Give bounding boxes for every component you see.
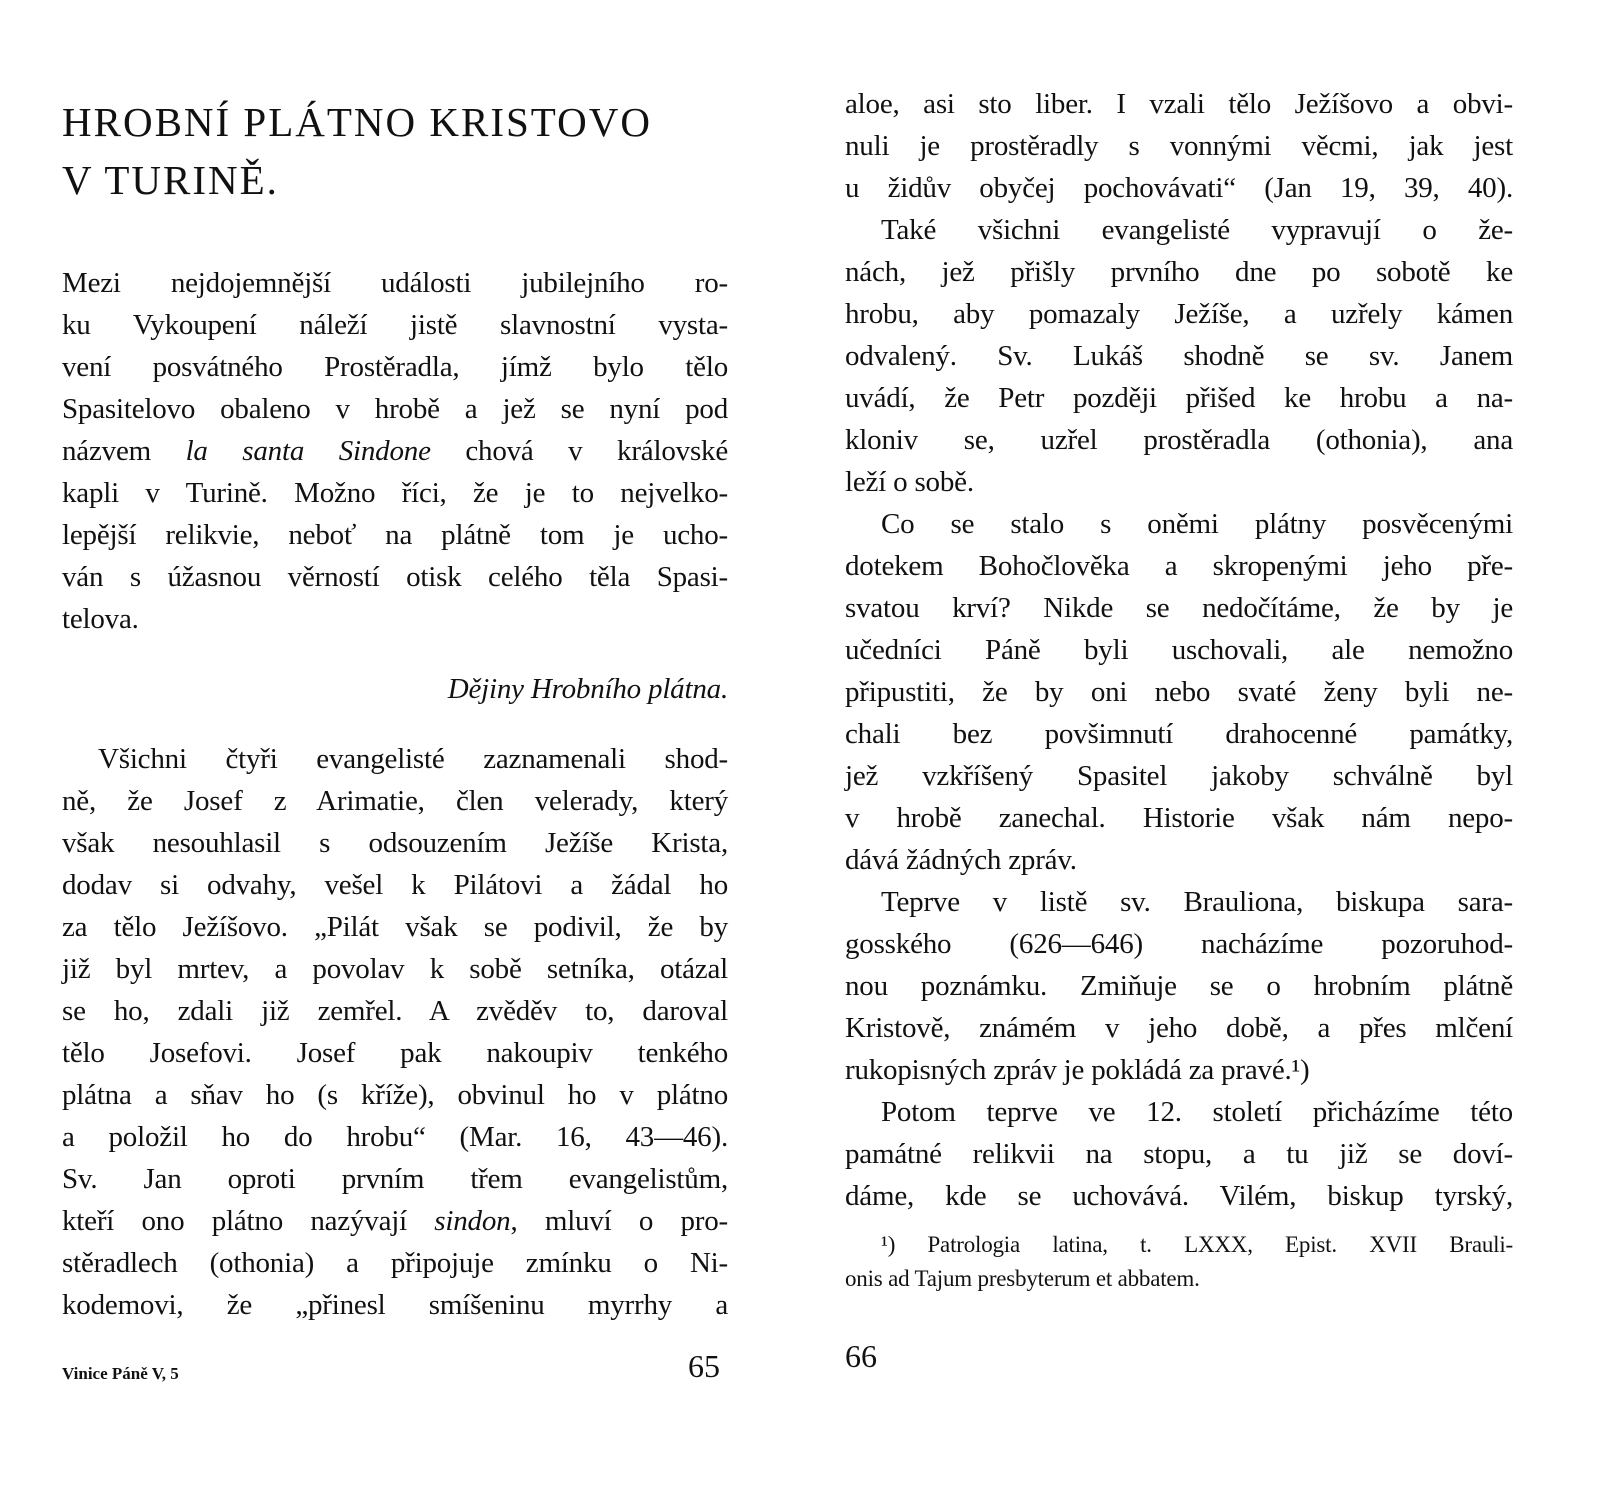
text-line bbox=[62, 514, 728, 556]
italic-term: sindon bbox=[434, 1205, 511, 1237]
text-segment: za tělo Ježíšovo. „Pilát však se podivil, že by bbox=[62, 911, 728, 943]
text-line bbox=[845, 671, 1513, 713]
text-line bbox=[845, 1049, 1513, 1091]
text-segment: Všichni čtyři evangelisté zaznamenali shod- bbox=[98, 743, 728, 775]
text-segment: Co se stalo s oněmi plátny posvěcenými bbox=[881, 508, 1513, 540]
text-segment: ku Vykoupení náleží jistě slavnostní vysta- bbox=[62, 309, 728, 341]
text-segment: Mezi nejdojemnější události jubilejního ro- bbox=[62, 267, 728, 299]
text-segment: již byl mrtev, a povolav k sobě setníka, otázal bbox=[62, 953, 728, 985]
text-line bbox=[845, 293, 1513, 335]
text-segment: Potom teprve ve 12. století přicházíme této bbox=[881, 1096, 1513, 1128]
text-segment: učedníci Páně byli uschovali, ale nemožno bbox=[845, 634, 1513, 666]
text-line bbox=[845, 83, 1513, 125]
text-line bbox=[62, 304, 728, 346]
text-line bbox=[62, 556, 728, 598]
text-line bbox=[845, 713, 1513, 755]
text-line bbox=[845, 1175, 1513, 1217]
text-line bbox=[845, 755, 1513, 797]
text-line bbox=[845, 1007, 1513, 1049]
text-segment: nou poznámku. Zmiňuje se o hrobním plátně bbox=[845, 970, 1513, 1002]
text-segment: odvalený. Sv. Lukáš shodně se sv. Janem bbox=[845, 340, 1513, 372]
text-line bbox=[845, 209, 1513, 251]
text-segment: chová v královské bbox=[430, 435, 728, 467]
text-segment: , mluví o pro- bbox=[510, 1205, 728, 1237]
text-segment: Kristově, známém v jeho době, a přes mlčení bbox=[845, 1012, 1513, 1044]
text-line bbox=[845, 125, 1513, 167]
text-segment: nuli je prostěradly s vonnými věcmi, jak jest bbox=[845, 130, 1513, 162]
text-line bbox=[62, 388, 728, 430]
text-line bbox=[62, 1116, 728, 1158]
text-segment: názvem bbox=[62, 435, 186, 467]
text-line bbox=[62, 780, 728, 822]
footnote-line: onis ad Tajum presbyterum et abbatem. bbox=[845, 1266, 1200, 1291]
text-segment: leží o sobě. bbox=[845, 466, 974, 498]
text-line bbox=[62, 472, 728, 514]
text-segment: jež vzkříšený Spasitel jakoby schválně byl bbox=[845, 760, 1513, 792]
text-line bbox=[62, 346, 728, 388]
text-line bbox=[62, 906, 728, 948]
text-segment: hrobu, aby pomazaly Ježíše, a uzřely kámen bbox=[845, 298, 1513, 330]
text-line bbox=[62, 1032, 728, 1074]
text-segment: a položil ho do hrobu“ (Mar. 16, 43—46). bbox=[62, 1121, 728, 1153]
text-line bbox=[62, 430, 728, 472]
footer-signature: Vinice Páně V, 5 bbox=[62, 1364, 179, 1383]
section-heading: Dějiny Hrobního plátna. bbox=[447, 673, 728, 705]
text-line bbox=[62, 1074, 728, 1116]
text-segment: kapli v Turině. Možno říci, že je to nejvelko- bbox=[62, 477, 728, 509]
text-line bbox=[845, 839, 1513, 881]
text-line bbox=[845, 881, 1513, 923]
text-line bbox=[62, 822, 728, 864]
text-line bbox=[62, 738, 728, 780]
text-segment: dává žádných zpráv. bbox=[845, 844, 1077, 876]
text-segment: památné relikvii na stopu, a tu již se doví- bbox=[845, 1138, 1513, 1170]
text-line bbox=[845, 335, 1513, 377]
text-line bbox=[62, 1158, 728, 1200]
footnote-line: ¹) Patrologia latina, t. LXXX, Epist. XVII Brauli- bbox=[881, 1232, 1513, 1257]
text-segment: lepější relikvie, neboť na plátně tom je ucho- bbox=[62, 519, 728, 551]
text-segment: uvádí, že Petr později přišed ke hrobu a na- bbox=[845, 382, 1513, 414]
text-line bbox=[62, 262, 728, 304]
text-line bbox=[845, 461, 1513, 503]
text-line bbox=[845, 503, 1513, 545]
text-segment: rukopisných zpráv je pokládá za pravé.¹) bbox=[845, 1054, 1310, 1086]
text-segment: dáme, kde se uchovává. Vilém, biskup tyrský, bbox=[845, 1180, 1513, 1212]
text-line bbox=[62, 948, 728, 990]
text-line bbox=[845, 251, 1513, 293]
italic-term: la santa Sindone bbox=[185, 435, 431, 467]
text-segment: ně, že Josef z Arimatie, člen velerady, který bbox=[62, 785, 728, 817]
text-line bbox=[62, 1200, 728, 1242]
text-segment: telova. bbox=[62, 603, 139, 635]
text-line bbox=[845, 377, 1513, 419]
page-number-left: 65 bbox=[688, 1348, 720, 1384]
text-line bbox=[62, 864, 728, 906]
text-segment: u židův obyčej pochovávati“ (Jan 19, 39, 40). bbox=[845, 172, 1513, 204]
text-segment: aloe, asi sto liber. I vzali tělo Ježíšovo a obvi- bbox=[845, 88, 1513, 120]
text-segment: Teprve v listě sv. Brauliona, biskupa sara- bbox=[881, 886, 1513, 918]
text-line bbox=[845, 797, 1513, 839]
text-line bbox=[62, 1242, 728, 1284]
text-line bbox=[62, 1284, 728, 1326]
text-segment: ván s úžasnou věrností otisk celého těla Spasi- bbox=[62, 561, 728, 593]
text-line bbox=[845, 1133, 1513, 1175]
text-line bbox=[845, 965, 1513, 1007]
text-segment: kodemovi, že „přinesl smíšeninu myrrhy a bbox=[62, 1289, 728, 1321]
text-segment: svatou krví? Nikde se nedočítáme, že by je bbox=[845, 592, 1513, 624]
text-segment: Sv. Jan oproti prvním třem evangelistům, bbox=[62, 1163, 728, 1195]
text-segment: se ho, zdali již zemřel. A zvěděv to, daroval bbox=[62, 995, 728, 1027]
text-line bbox=[62, 990, 728, 1032]
footnote bbox=[845, 1228, 1513, 1296]
right-page-body bbox=[845, 83, 1513, 1217]
left-page-body bbox=[62, 262, 728, 1326]
text-segment: chali bez povšimnutí drahocenné památky, bbox=[845, 718, 1513, 750]
text-line bbox=[845, 629, 1513, 671]
text-segment: stěradlech (othonia) a připojuje zmínku o Ni- bbox=[62, 1247, 728, 1279]
text-segment: Také všichni evangelisté vypravují o že- bbox=[881, 214, 1513, 246]
chapter-title-line-2: V TURINĚ. bbox=[62, 157, 279, 203]
text-segment: plátna a sňav ho (s kříže), obvinul ho v plátno bbox=[62, 1079, 728, 1111]
text-segment: vení posvátného Prostěradla, jímž bylo tělo bbox=[62, 351, 728, 383]
text-segment: připustiti, že by oni nebo svaté ženy byli ne- bbox=[845, 676, 1513, 708]
text-segment: v hrobě zanechal. Historie však nám nepo- bbox=[845, 802, 1513, 834]
text-segment: dodav si odvahy, vešel k Pilátovi a žádal ho bbox=[62, 869, 728, 901]
text-segment: kloniv se, uzřel prostěradla (othonia), ana bbox=[845, 424, 1513, 456]
text-line bbox=[845, 419, 1513, 461]
text-line bbox=[845, 1091, 1513, 1133]
text-line bbox=[845, 923, 1513, 965]
text-line bbox=[845, 587, 1513, 629]
text-segment: gosského (626—646) nacházíme pozoruhod- bbox=[845, 928, 1513, 960]
text-segment: Spasitelovo obaleno v hrobě a jež se nyní pod bbox=[62, 393, 728, 425]
text-segment: však nesouhlasil s odsouzením Ježíše Krista, bbox=[62, 827, 728, 859]
page-number-right: 66 bbox=[845, 1338, 877, 1374]
text-segment: dotekem Bohočlověka a skropenými jeho pře- bbox=[845, 550, 1513, 582]
text-line bbox=[845, 167, 1513, 209]
text-line bbox=[845, 545, 1513, 587]
text-line bbox=[62, 598, 728, 640]
text-segment: nách, jež přišly prvního dne po sobotě ke bbox=[845, 256, 1513, 288]
text-segment: kteří ono plátno nazývají bbox=[62, 1205, 435, 1237]
text-segment: tělo Josefovi. Josef pak nakoupiv tenkého bbox=[62, 1037, 728, 1069]
chapter-title-line-1: HROBNÍ PLÁTNO KRISTOVO bbox=[62, 99, 652, 145]
